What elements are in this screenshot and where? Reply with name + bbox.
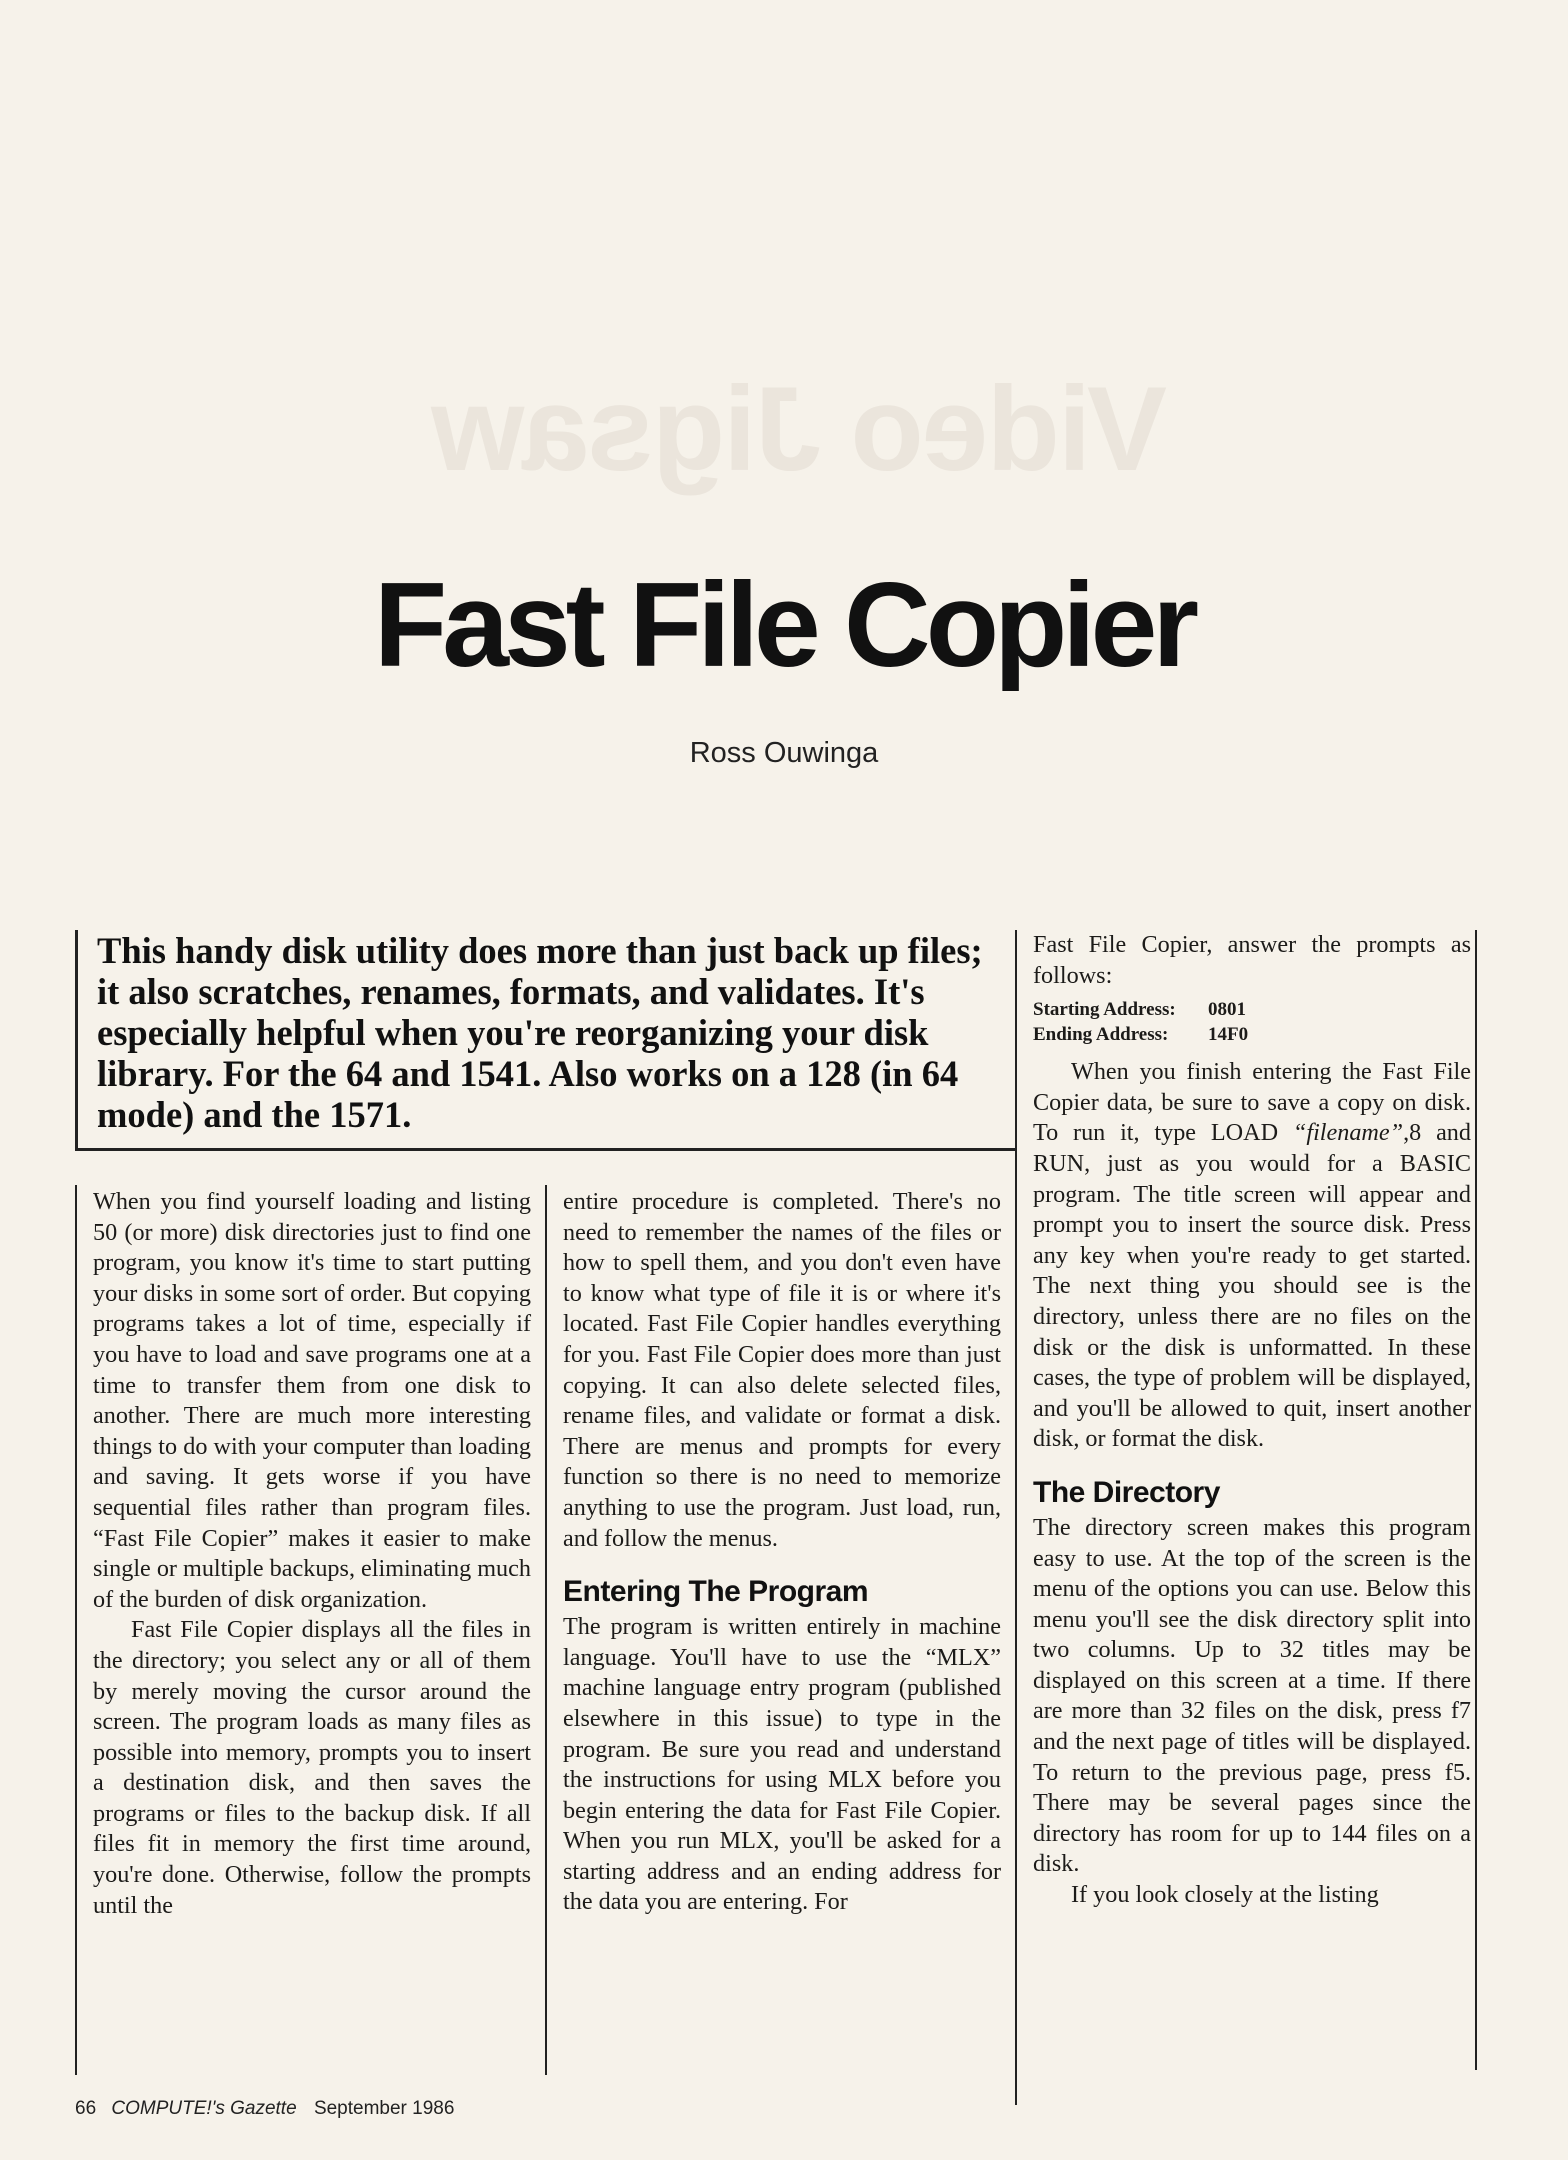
page-number: 66 [75, 2098, 97, 2119]
column-divider-2 [545, 1185, 547, 2075]
col1-paragraph-2: Fast File Copier displays all the files in the directory; you select any or all of them by merely moving the cursor around the screen. The program loads as many files as possible into memory, prompts you to insert a destination disk, and then saves the programs or files to the backup disk. If all files fit in memory the first time around, you're done. Otherwise, follow the prompts until the [93, 1616, 531, 1919]
col3-paragraph-1: When you finish entering the Fast File Copier data, be sure to save a copy on disk. To run it, type LOAD “filename”,8 and RUN, just as you would for a BASIC program. The title screen will appear and prompt you to insert the source disk. Press any key when you're ready to get started. The next thing you should see is the directory, unless there are no files on the disk or the disk is unformatted. In these cases, the type of problem will be displayed, and you'll be allowed to quit, insert another disk, or format the disk. [1033, 1058, 1471, 1453]
intro-bottom-rule [75, 1148, 1015, 1151]
page-footer [75, 2098, 454, 2120]
column-divider-1 [75, 1185, 77, 2075]
col3-paragraph-3: If you look closely at the listing [1071, 1881, 1379, 1909]
end-address-label: Ending Address: [1033, 1024, 1169, 1046]
column-3 [1033, 930, 1471, 1911]
start-address-label: Starting Address: [1033, 999, 1176, 1021]
address-block [1033, 997, 1471, 1047]
section-heading-directory: The Directory [1033, 1475, 1220, 1509]
col2-paragraph-1: entire procedure is completed. There's no need to remember the names of the files or how to spell them, and you don't even have to know what type of file it is or where it's located. Fast File Copier handles everything for you. Fast File Copier does more than just copying. It can also delete selected files, rename files, and validate or format a disk. There are menus and prompts for every function so there is no need to memorize anything to use the program. Just load, run, and follow the menus. [563, 1188, 1001, 1552]
intro-right-rule [1015, 930, 1017, 2105]
column-2 [563, 1187, 1001, 1918]
bleed-through-text: Video Jigsaw [432, 362, 1168, 496]
section-heading-entering: Entering The Program [563, 1575, 869, 1609]
start-address-value: 0801 [1208, 999, 1246, 1021]
magazine-name: COMPUTE!'s Gazette [111, 2098, 297, 2119]
col2-paragraph-2: The program is written entirely in machine language. You'll have to use the “MLX” machine language entry program (published elsewhere in this issue) to type in the program. Be sure you read and understand the instructions for using MLX before you begin entering the data for Fast File Copier. When you run MLX, you'll be asked for a starting address and an ending address for the data you are entering. For [563, 1613, 1001, 1916]
end-address-value: 14F0 [1208, 1024, 1249, 1046]
col1-paragraph-1: When you find yourself loading and listing 50 (or more) disk directories just to find one program, you know it's time to start putting your disks in some sort of order. But copying programs takes a lot of time, especially if you have to load and save programs one at a time to transfer them from one disk to another. There are much more interesting things to do with your computer than loading and saving. It gets worse if you have sequential files rather than program files. “Fast File Copier” makes it easier to make single or multiple backups, eliminating much of the burden of disk organization. [93, 1188, 531, 1613]
intro-left-rule [75, 930, 78, 1148]
filename-text: “filename” [1292, 1119, 1404, 1147]
intro-deck: This handy disk utility does more than just back up files; it also scratches, renames, formats, and validates. It's especially helpful when you're reorganizing your disk library. For the 64 and 1541. Also works on a 128 (in 64 mode) and the 1571. [97, 930, 983, 1135]
issue-date: September 1986 [313, 2098, 455, 2119]
column-1 [93, 1187, 531, 1921]
author-byline: Ross Ouwinga [689, 737, 879, 769]
col3-paragraph-2: The directory screen makes this program easy to use. At the top of the screen is the menu of the options you can use. Below this menu you'll see the disk directory split into two columns. Up to 32 titles may be displayed on this screen at a time. If there are more than 32 files on the disk, press f7 and the next page of titles will be displayed. To return to the previous page, press f5. There may be several pages since the directory has room for up to 144 files on a disk. [1033, 1513, 1471, 1878]
column-divider-3 [1475, 930, 1477, 2070]
col3-paragraph-0: Fast File Copier, answer the prompts as follows: [1033, 931, 1471, 989]
article-title: Fast File Copier [373, 558, 1195, 692]
